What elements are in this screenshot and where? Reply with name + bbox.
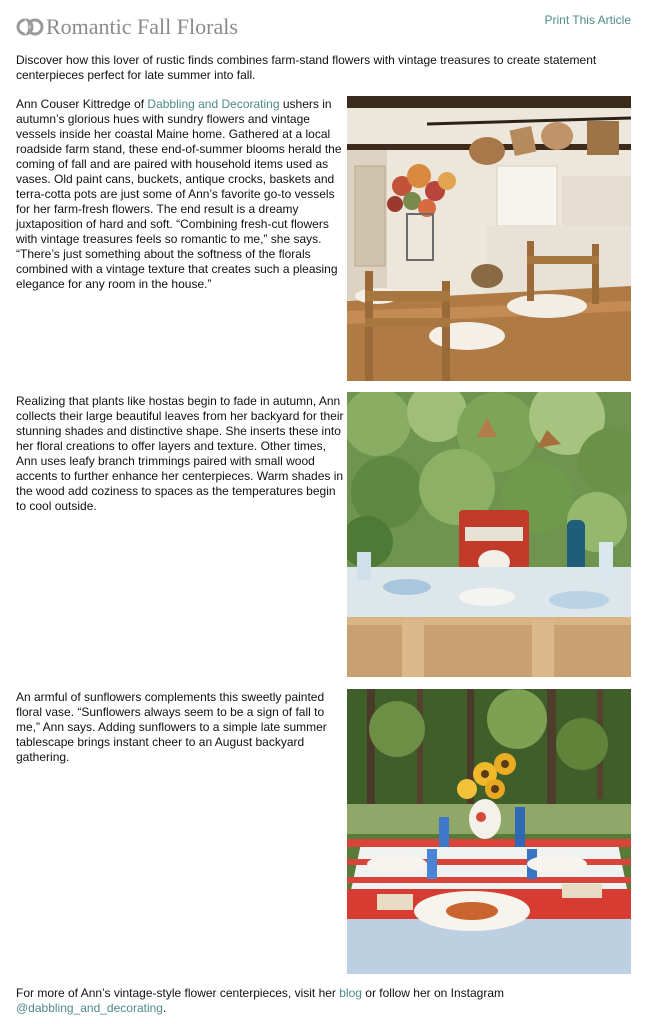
swirl-logo-icon: [16, 15, 44, 39]
closing-lead: For more of Ann’s vintage-style flower centerpieces, visit her: [16, 986, 340, 1000]
kitchen-table-photo: [347, 96, 631, 381]
closing-middle: or follow her on Instagram: [361, 986, 505, 1000]
paragraph-1: [16, 97, 346, 292]
paragraph-1-body: ushers in autumn’s glorious hues with sundry flowers and vintage vessels inside her coastal Maine home. Gathered at a local roadside farm stand, these end-of-summer blooms herald the coming of fall and are paired with household items used as vases. Old paint cans, buckets, antique crocks, baskets and terra-cotta pots are just some of Ann’s favorite go-to vessels for her farm-fresh flowers. The end result is a dreamy juxtaposition of hard and soft. “Combining fresh-cut flowers with vintage treasures feels so romantic to me,” she says. “There’s just something about the softness of the florals combined with a vintage texture that creates such a pleasing elegance for any room in the house.”: [16, 97, 342, 291]
page-title: Romantic Fall Florals: [46, 14, 238, 39]
paragraph-3: An armful of sunflowers complements this sweetly painted floral vase. “Sunflowers always seem to be a sign of fall to me,” Ann says. Adding sunflowers to a simple late summer tablescape brings instant cheer to an August backyard gathering.: [16, 690, 327, 764]
hosta-centerpiece-photo: [347, 392, 631, 677]
paragraph-2: Realizing that plants like hostas begin to fade in autumn, Ann collects their large beautiful leaves from her backyard for their stunning shades and distinctive shape. She inserts these into her floral creations to offer layers and texture. Other times, Ann uses leafy branch trimmings paired with small wood accents to further enhance her centerpieces. Warm shades in the wood add coziness to spaces as the temperatures begin to cool outside.: [16, 394, 344, 513]
sunflower-tablescape-photo: [347, 689, 631, 974]
intro-text: Discover how this lover of rustic finds combines farm-stand flowers with vintage treasures to create statement centerpieces perfect for late summer into fall.: [16, 53, 597, 82]
print-article-link[interactable]: Print This Article: [544, 13, 631, 27]
blog-link[interactable]: blog: [339, 986, 362, 1000]
article-header: [16, 12, 632, 42]
instagram-link[interactable]: @dabbling_and_decorating: [16, 1001, 163, 1015]
closing-text: [16, 986, 616, 1016]
paragraph-1-lead: Ann Couser Kittredge of: [16, 97, 148, 111]
closing-end: .: [162, 1001, 167, 1015]
dabbling-decorating-link[interactable]: Dabbling and Decorating: [147, 97, 280, 111]
